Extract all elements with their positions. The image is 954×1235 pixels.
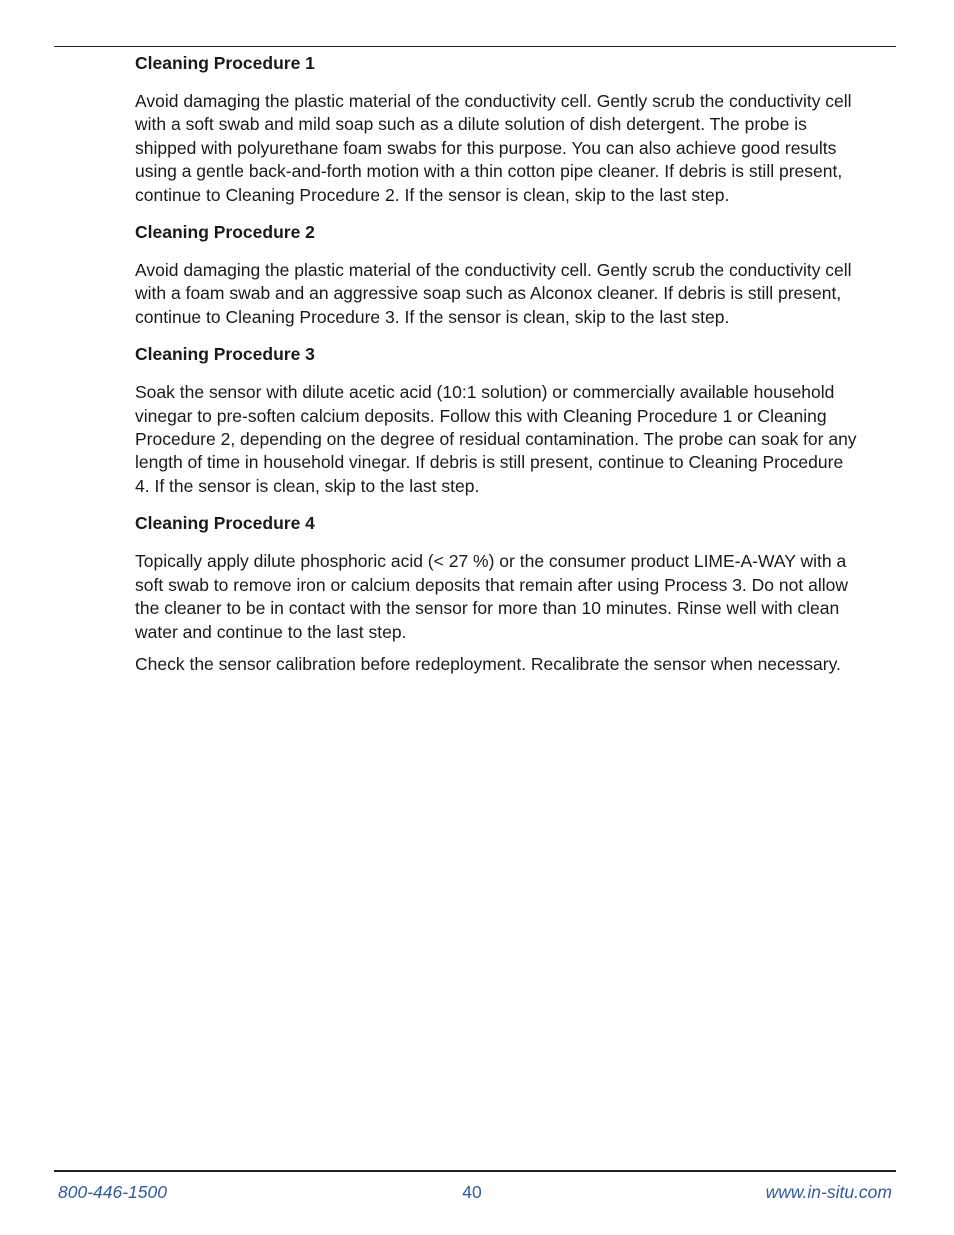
section-heading: Cleaning Procedure 3 <box>135 344 315 365</box>
page-number: 40 <box>462 1182 482 1202</box>
cleaning-procedure-4 <box>135 512 860 644</box>
section-heading: Cleaning Procedure 2 <box>135 222 315 243</box>
footer-website: www.in-situ.com <box>765 1182 892 1202</box>
footer-rule <box>54 1170 896 1172</box>
section-heading: Cleaning Procedure 4 <box>135 513 315 534</box>
section-body: Soak the sensor with dilute acetic acid (10:1 solution) or commercially available household vinegar to pre-soften calcium deposits. Follow this with Cleaning Procedure 1 or Cleaning Procedure 2, depending on the degree of residual contamination. The probe can soak for any length of time in household vinegar. If debris is still present, continue to Cleaning Procedure 4. If the sensor is clean, skip to the last step. <box>135 382 857 496</box>
section-body: Avoid damaging the plastic material of the conductivity cell. Gently scrub the conductivity cell with a foam swab and an aggressive soap such as Alconox cleaner. If debris is still present, continue to Cleaning Procedure 3. If the sensor is clean, skip to the last step. <box>135 260 852 327</box>
footer-phone: 800-446-1500 <box>58 1182 167 1202</box>
cleaning-procedure-3 <box>135 343 860 498</box>
section-heading: Cleaning Procedure 1 <box>135 53 315 73</box>
cleaning-procedure-2 <box>135 221 860 329</box>
final-paragraph: Check the sensor calibration before redeployment. Recalibrate the sensor when necessary. <box>135 653 841 674</box>
header-rule <box>54 46 896 47</box>
cleaning-procedure-1 <box>135 52 860 207</box>
section-body: Avoid damaging the plastic material of the conductivity cell. Gently scrub the conductivity cell with a soft swab and mild soap such as a dilute solution of dish detergent. The probe is shipped with polyurethane foam swabs for this purpose. You can also achieve good results using a gentle back-and-forth motion with a thin cotton pipe cleaner. If debris is still present, continue to Cleaning Procedure 2. If the sensor is clean, skip to the last step. <box>135 91 852 205</box>
page-content <box>135 52 860 676</box>
section-body: Topically apply dilute phosphoric acid (< 27 %) or the consumer product LIME-A-WAY with a soft swab to remove iron or calcium deposits that remain after using Process 3. Do not allow the cleaner to be in contact with the sensor for more than 10 minutes. Rinse well with clean water and continue to the last step. <box>135 551 848 642</box>
